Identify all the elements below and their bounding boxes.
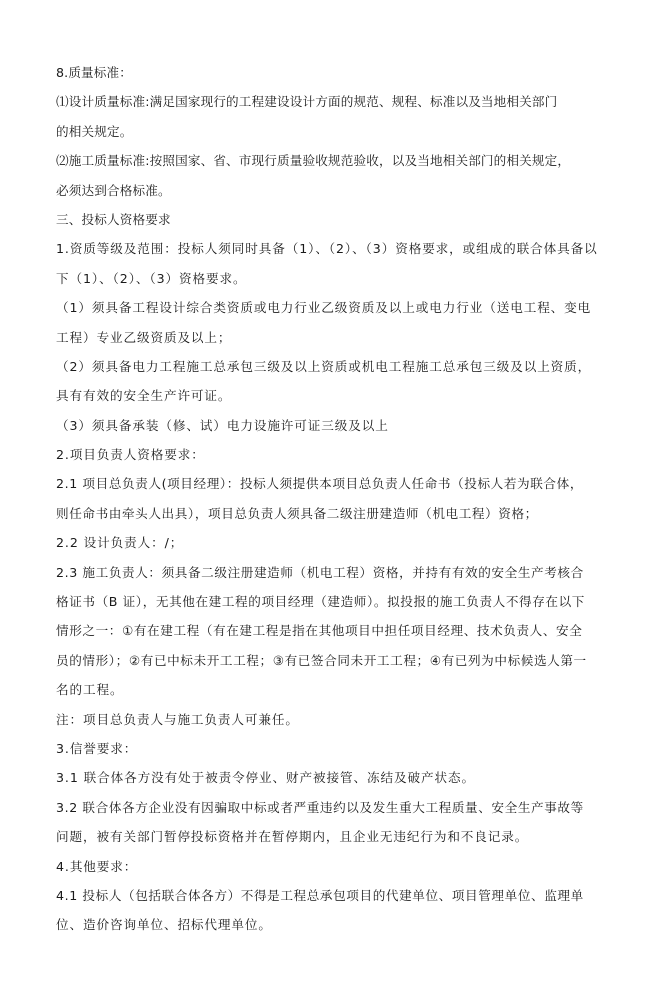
paragraph-line: 2.2 设计负责人：/； <box>56 535 184 551</box>
paragraph-line: 员的情形）；②有已中标未开工工程；③有已签合同未开工工程；④有已列为中标候选人第一 <box>56 652 587 668</box>
paragraph-line: 2.1 项目总负责人(项目经理）：投标人须提供本项目总负责人任命书（投标人若为联合体， <box>56 476 584 492</box>
paragraph-line: 的相关规定。 <box>56 123 133 139</box>
document-body <box>56 58 612 940</box>
paragraph-line: 则任命书由牵头人出具），项目总负责人须具备二级注册建造师（机电工程）资格； <box>56 505 538 521</box>
section-heading-bidder-qualification: 三、投标人资格要求 <box>56 211 171 227</box>
paragraph-line: ⑵施工质量标准:按照国家、省、市现行质量验收规范验收，以及当地相关部门的相关规定， <box>56 153 571 169</box>
paragraph-line: 3.1 联合体各方没有处于被责令停业、财产被接管、冻结及破产状态。 <box>56 770 475 786</box>
paragraph-line: 名的工程。 <box>56 682 124 698</box>
paragraph-line: 问题，被有关部门暂停投标资格并在暂停期内，且企业无违纪行为和不良记录。 <box>56 829 529 845</box>
paragraph-line: 1.资质等级及范围：投标人须同时具备（1）、（2）、（3）资格要求，或组成的联合体具备以 <box>56 241 598 257</box>
paragraph-line: 具有有效的安全生产许可证。 <box>56 388 232 404</box>
section-heading-credit: 3.信誉要求： <box>56 740 138 756</box>
section-heading-manager-qualification: 2.项目负责人资格要求： <box>56 447 205 463</box>
section-heading-quality-standard: 8.质量标准： <box>56 65 133 80</box>
paragraph-line: 必须达到合格标准。 <box>56 182 171 198</box>
paragraph-line: 4.1 投标人（包括联合体各方）不得是工程总承包项目的代建单位、项目管理单位、监理单 <box>56 887 584 903</box>
section-heading-other-requirements: 4.其他要求： <box>56 858 138 874</box>
paragraph-line: 2.3 施工负责人：须具备二级注册建造师（机电工程）资格，并持有有效的安全生产考核合 <box>56 564 584 580</box>
paragraph-line: （3）须具备承装（修、试）电力设施许可证三级及以上 <box>56 417 389 433</box>
paragraph-line: ⑴设计质量标准:满足国家现行的工程建设设计方面的规范、规程、标准以及当地相关部门 <box>56 94 558 110</box>
paragraph-line: 3.2 联合体各方企业没有因骗取中标或者严重违约以及发生重大工程质量、安全生产事故等 <box>56 799 584 815</box>
paragraph-line: 情形之一：①有在建工程（有在建工程是指在其他项目中担任项目经理、技术负责人、安全 <box>56 623 583 639</box>
paragraph-line: 工程）专业乙级资质及以上； <box>56 329 232 345</box>
note-line: 注：项目总负责人与施工负责人可兼任。 <box>56 711 299 727</box>
paragraph-line: 位、造价咨询单位、招标代理单位。 <box>56 917 272 933</box>
paragraph-line: 下（1）、（2）、（3）资格要求。 <box>56 270 247 286</box>
paragraph-line: （1）须具备工程设计综合类资质或电力行业乙级资质及以上或电力行业（送电工程、变电 <box>56 300 592 316</box>
paragraph-line: （2）须具备电力工程施工总承包三级及以上资质或机电工程施工总承包三级及以上资质， <box>56 358 592 374</box>
paragraph-line: 格证书（B 证），无其他在建工程的项目经理（建造师）。拟投报的施工负责人不得存在以下 <box>56 594 585 610</box>
